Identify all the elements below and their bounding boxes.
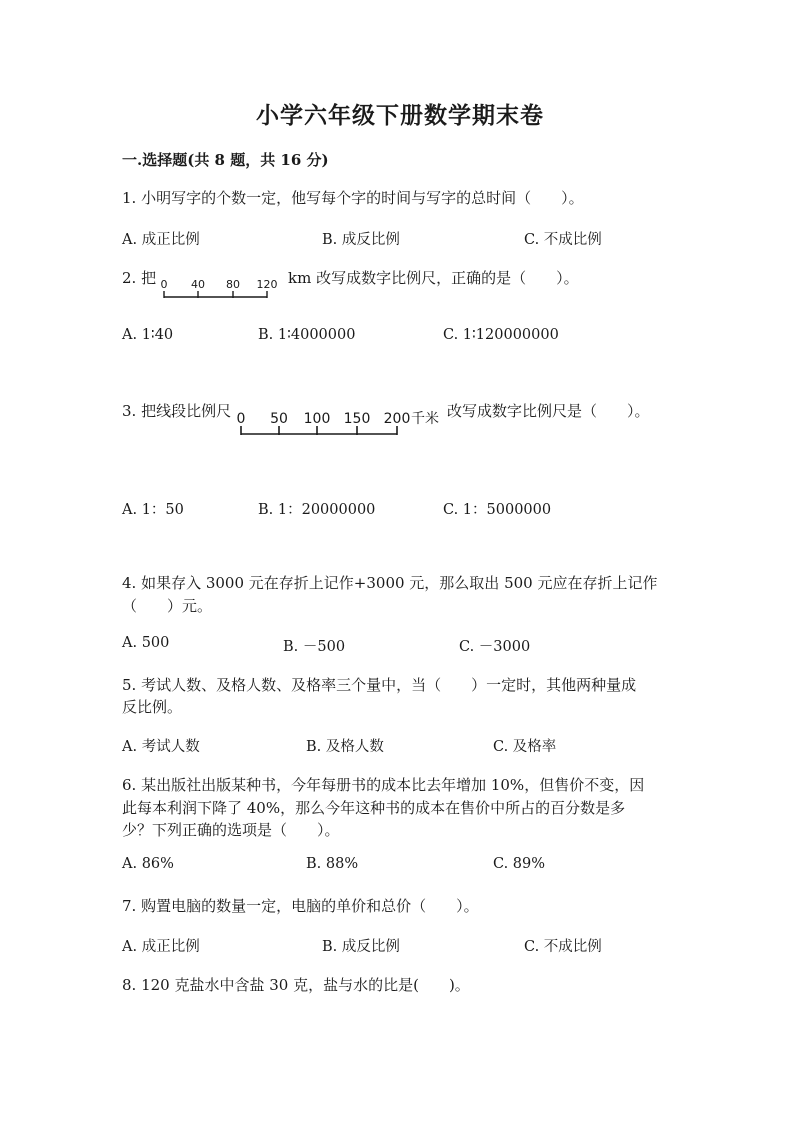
question-7-text: 7. 购置电脑的数量一定，电脑的单价和总价（ ）。	[122, 897, 479, 915]
question-3-option-c[interactable]: C. 1：5000000	[443, 502, 552, 518]
question-2-suffix: km 改写成数字比例尺，正确的是（ ）。	[288, 269, 579, 287]
scale-tick-label: 120	[256, 278, 278, 291]
scale-tick-label: 200	[383, 411, 411, 427]
scale-tick-label: 80	[226, 278, 240, 291]
question-2-option-b[interactable]: B. 1∶4000000	[258, 327, 356, 343]
question-4-line-1: 4. 如果存入 3000 元在存折上记作+3000 元，那么取出 500 元应在存折上记作	[122, 574, 658, 592]
scale-tick-label: 0	[160, 278, 168, 291]
scale-unit-label: 千米	[411, 411, 439, 427]
scale-tick-label: 100	[303, 411, 331, 427]
question-2-option-c[interactable]: C. 1∶120000000	[443, 327, 559, 343]
question-5-line-1: 5. 考试人数、及格人数、及格率三个量中，当（ ）一定时，其他两种量成	[122, 676, 637, 694]
question-4-option-a[interactable]: A. 500	[122, 635, 170, 651]
question-6-option-a[interactable]: A. 86%	[122, 856, 174, 872]
question-3-prefix: 3. 把线段比例尺	[122, 402, 232, 420]
scale-tick-label: 40	[191, 278, 205, 291]
question-7-option-a[interactable]: A. 成正比例	[122, 939, 200, 955]
question-6-option-b[interactable]: B. 88%	[306, 856, 359, 872]
question-5-option-b[interactable]: B. 及格人数	[306, 739, 384, 755]
question-7-option-c[interactable]: C. 不成比例	[524, 939, 602, 955]
question-4-line-2: （ ）元。	[122, 597, 213, 615]
question-7-option-b[interactable]: B. 成反比例	[322, 939, 400, 955]
question-1-option-b[interactable]: B. 成反比例	[322, 232, 400, 248]
question-6-line-3: 少？下列正确的选项是（ ）。	[122, 821, 340, 839]
question-3-option-a[interactable]: A. 1：50	[122, 502, 184, 518]
question-1-option-c[interactable]: C. 不成比例	[524, 232, 602, 248]
question-6-option-c[interactable]: C. 89%	[493, 856, 546, 872]
scale-tick-label: 50	[270, 411, 288, 427]
question-4-option-b[interactable]: B. －500	[283, 639, 346, 655]
question-1-option-a[interactable]: A. 成正比例	[122, 232, 200, 248]
question-6-line-1: 6. 某出版社出版某种书，今年每册书的成本比去年增加 10%，但售价不变，因	[122, 776, 645, 794]
scale-tick-label: 0	[236, 411, 246, 427]
question-6-line-2: 此每本利润下降了 40%，那么今年这种书的成本在售价中所占的百分数是多	[122, 799, 626, 817]
question-2-line-scale	[156, 274, 286, 304]
question-3-suffix: 改写成数字比例尺是（ ）。	[447, 402, 650, 420]
question-5-line-2: 反比例。	[122, 698, 183, 716]
question-5-option-c[interactable]: C. 及格率	[493, 739, 557, 755]
question-3-option-b[interactable]: B. 1：20000000	[258, 502, 376, 518]
scale-tick-label: 150	[343, 411, 371, 427]
question-3-line-scale	[233, 406, 445, 442]
question-8-text: 8. 120 克盐水中含盐 30 克，盐与水的比是( )。	[122, 976, 470, 994]
section-heading: 一.选择题(共 8 题，共 16 分)	[122, 151, 329, 169]
page-title: 小学六年级下册数学期末卷	[256, 102, 544, 129]
question-2-option-a[interactable]: A. 1∶40	[122, 327, 174, 343]
question-2-prefix: 2. 把	[122, 269, 157, 287]
question-5-option-a[interactable]: A. 考试人数	[122, 739, 200, 755]
question-4-option-c[interactable]: C. －3000	[459, 639, 531, 655]
question-1-text: 1. 小明写字的个数一定，他写每个字的时间与写字的总时间（ ）。	[122, 189, 584, 207]
